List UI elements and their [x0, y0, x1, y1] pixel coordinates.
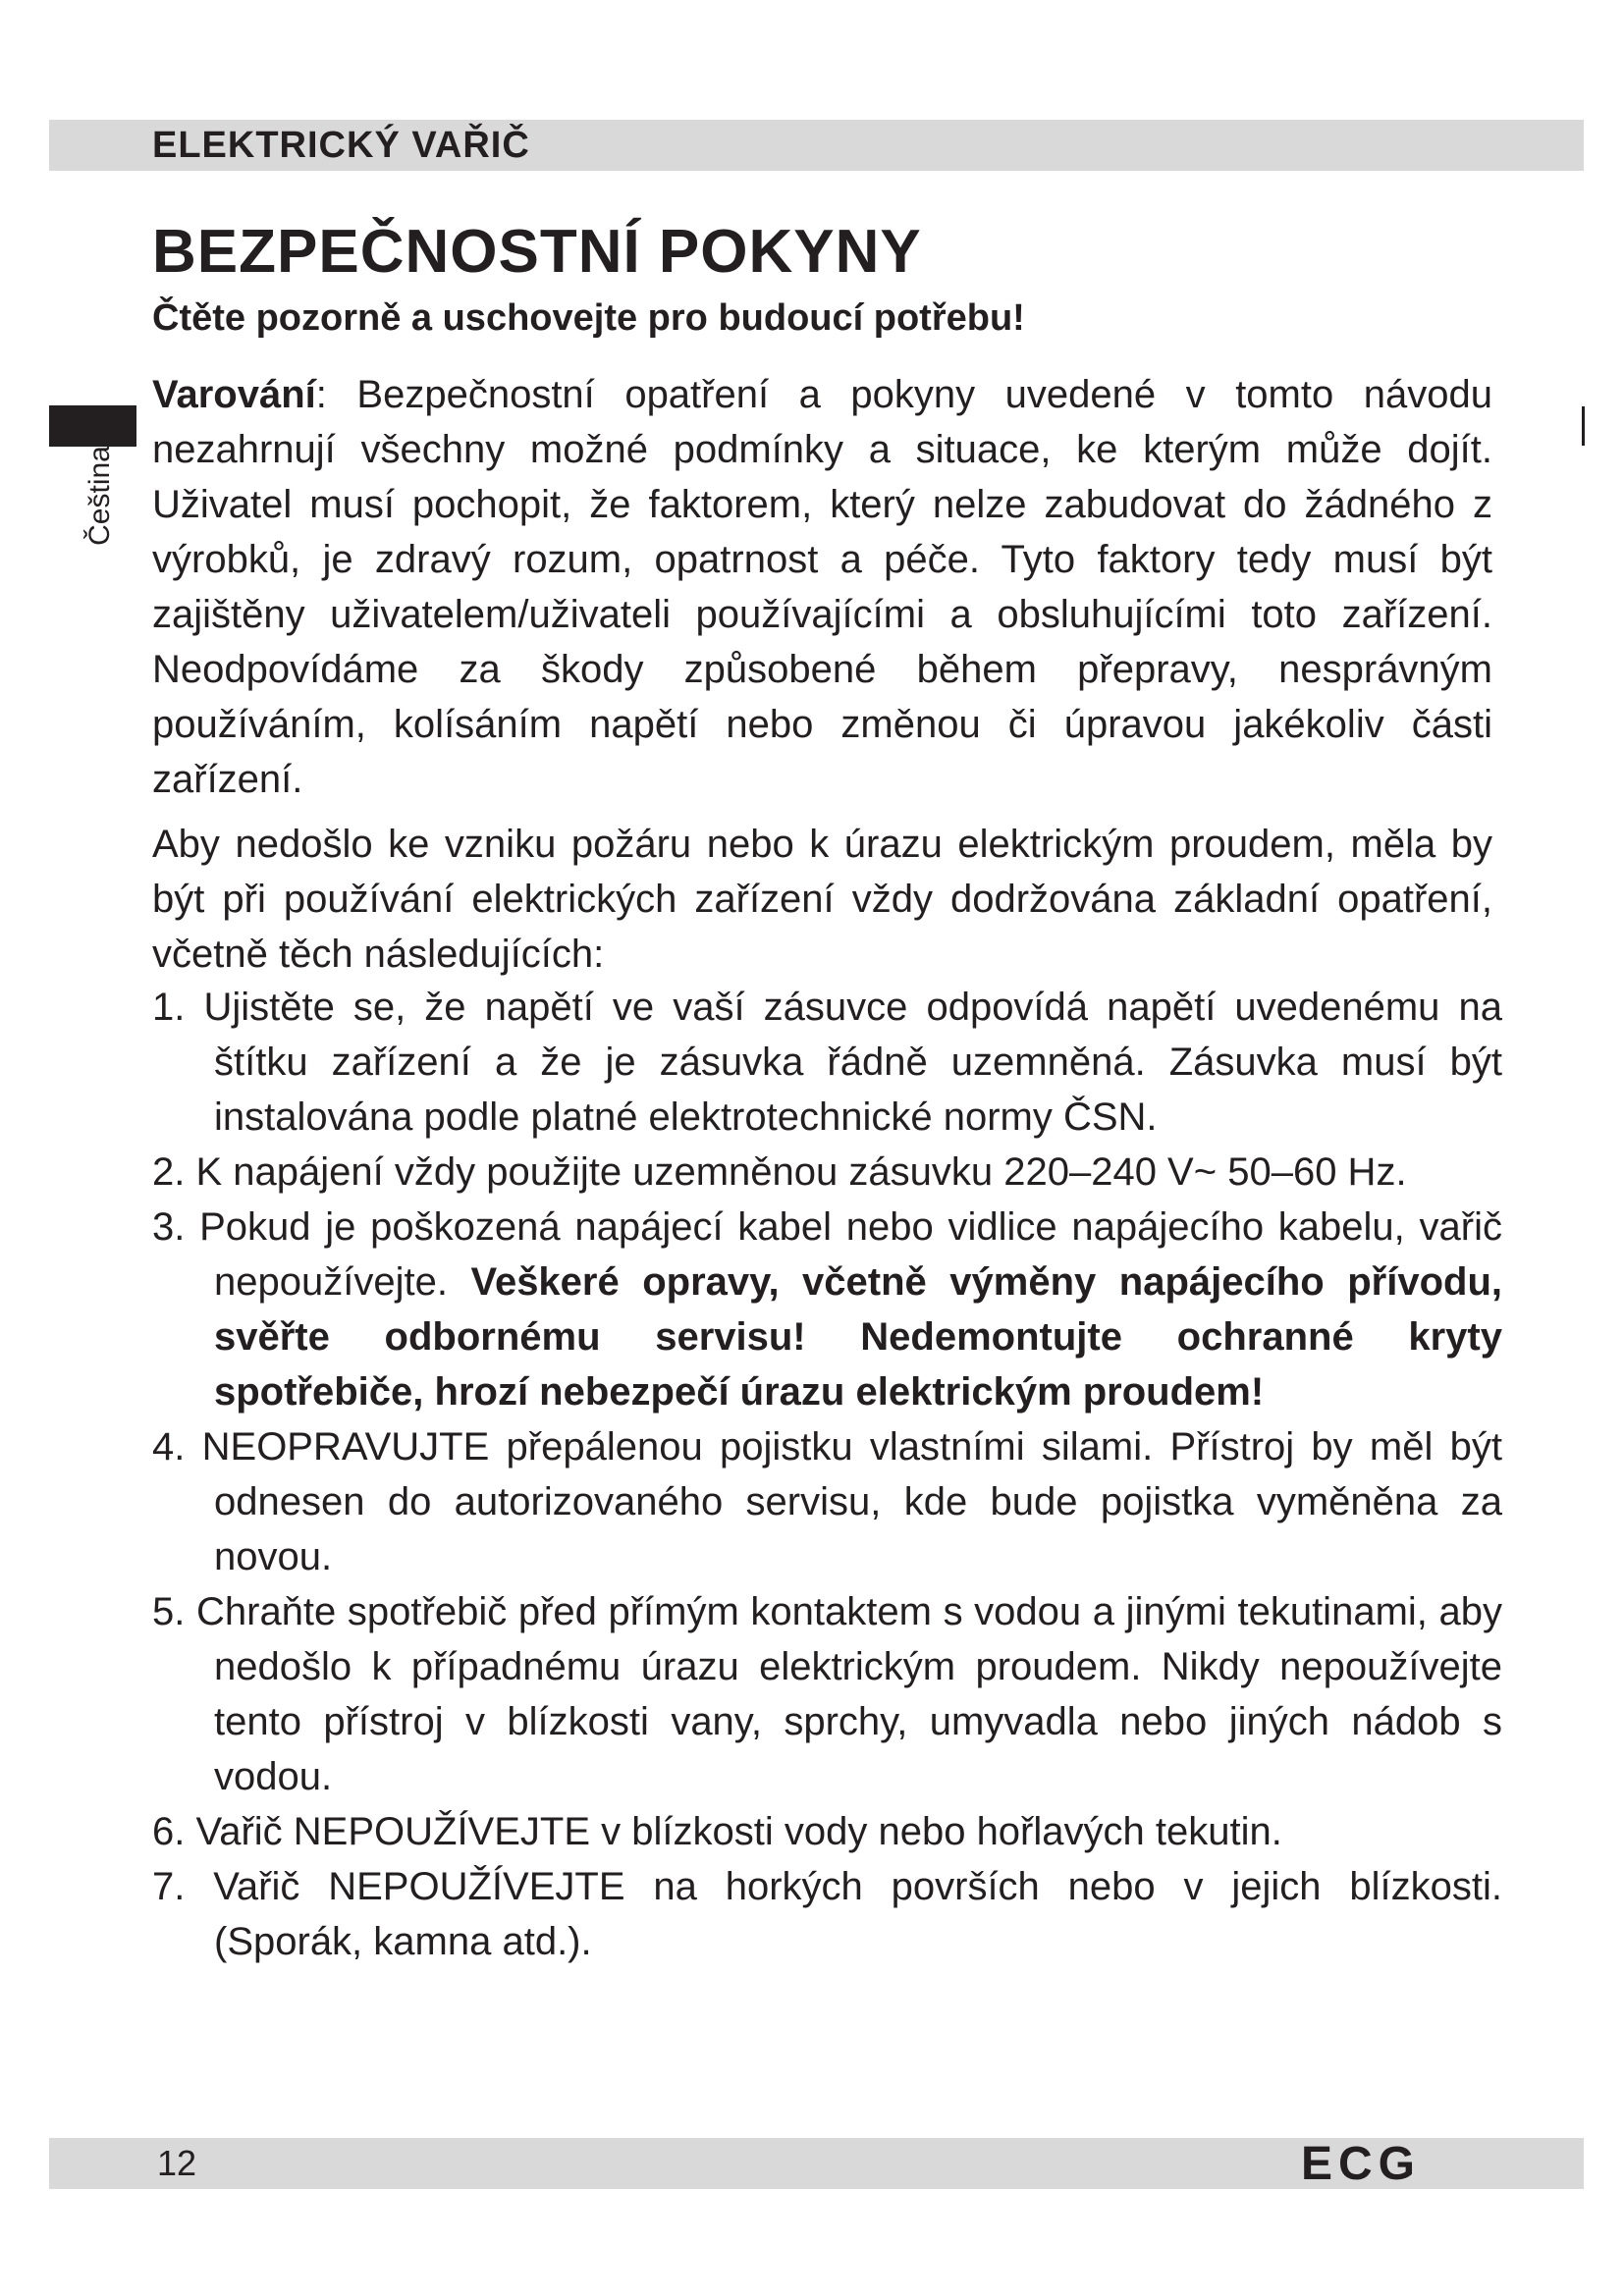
margin-mark	[1582, 406, 1585, 446]
language-tab-marker	[49, 405, 136, 447]
warning-label: Varování	[152, 373, 316, 416]
intro-paragraph: Aby nedošlo ke vzniku požáru nebo k úrazu elektrickým proudem, měla by být při používání elektrických zařízení vždy dodržována základní opatření, včetně těch následujících:	[152, 823, 1492, 976]
list-item	[152, 1145, 1502, 1200]
page-number: 12	[157, 2143, 197, 2183]
list-item	[152, 1584, 1502, 1804]
list-item	[152, 1419, 1502, 1584]
language-label: Čeština	[83, 446, 116, 546]
item-number: 7.	[152, 1865, 186, 1908]
warning-paragraph	[152, 367, 1492, 807]
item-text: Ujistěte se, že napětí ve vaší zásuvce odpovídá napětí uvedenému na štítku zařízení a že je zásuvka řádně uzemněná. Zásuvka musí být instalována podle platné elektrotechnické normy ČSN.	[203, 986, 1502, 1139]
item-text: Vařič NEPOUŽÍVEJTE na horkých površích nebo v jejich blízkosti. (Sporák, kamna atd.).	[213, 1865, 1502, 1963]
item-number: 4.	[152, 1425, 186, 1468]
item-text: Pokud je poškozená napájecí kabel nebo vidlice napájecího kabelu, vařič nepoužívejte.	[199, 1205, 1502, 1304]
item-text: Chraňte spotřebič před přímým kontaktem s vodou a jinými tekutinami, aby nedošlo k případnému úrazu elektrickým proudem. Nikdy nepoužívejte tento přístroj v blízkosti vany, sprchy, umyvadla nebo jiných nádob s vodou.	[195, 1590, 1502, 1798]
list-item	[152, 980, 1502, 1145]
page-title: BEZPEČNOSTNÍ POKYNY	[152, 218, 922, 286]
list-item	[152, 1804, 1502, 1859]
item-text: Vařič NEPOUŽÍVEJTE v blízkosti vody nebo hořlavých tekutin.	[195, 1810, 1282, 1853]
item-number: 2.	[152, 1150, 186, 1194]
item-number: 1.	[152, 986, 186, 1029]
item-bold-text: Veškeré opravy, včetně výměny napájecího přívodu, svěřte odbornému servisu! Nedemontujte ochranné kryty spotřebiče, hrozí nebezpečí úrazu elektrickým proudem!	[214, 1260, 1503, 1414]
item-number: 5.	[152, 1590, 186, 1633]
item-text: NEOPRAVUJTE přepálenou pojistku vlastními silami. Přístroj by měl být odnesen do autorizovaného servisu, kde bude pojistka vyměněna za novou.	[201, 1425, 1502, 1578]
item-number: 3.	[152, 1205, 186, 1249]
warning-text: : Bezpečnostní opatření a pokyny uvedené v tomto návodu nezahrnují všechny možné podmínky a situace, ke kterým může dojít. Uživatel musí pochopit, že faktorem, který nelze zabudovat do žádného z výrobků, je zdravý rozum, opatrnost a péče. Tyto faktory tedy musí být zajištěny uživatelem/uživateli používajícími a obsluhujícími toto zařízení. Neodpovídáme za škody způsobené během přepravy, nesprávným používáním, kolísáním napětí nebo změnou či úpravou jakékoliv části zařízení.	[152, 373, 1492, 801]
item-number: 6.	[152, 1810, 186, 1853]
header-title: ELEKTRICKÝ VAŘIČ	[152, 125, 530, 166]
subtitle: Čtěte pozorně a uschovejte pro budoucí potřebu!	[152, 297, 1025, 339]
list-item	[152, 1200, 1502, 1419]
safety-instructions-list	[152, 980, 1502, 1969]
item-text: K napájení vždy použijte uzemněnou zásuvku 220–240 V~ 50–60 Hz.	[195, 1150, 1407, 1194]
ecg-logo: ECG	[1301, 2138, 1422, 2190]
list-item	[152, 1859, 1502, 1969]
